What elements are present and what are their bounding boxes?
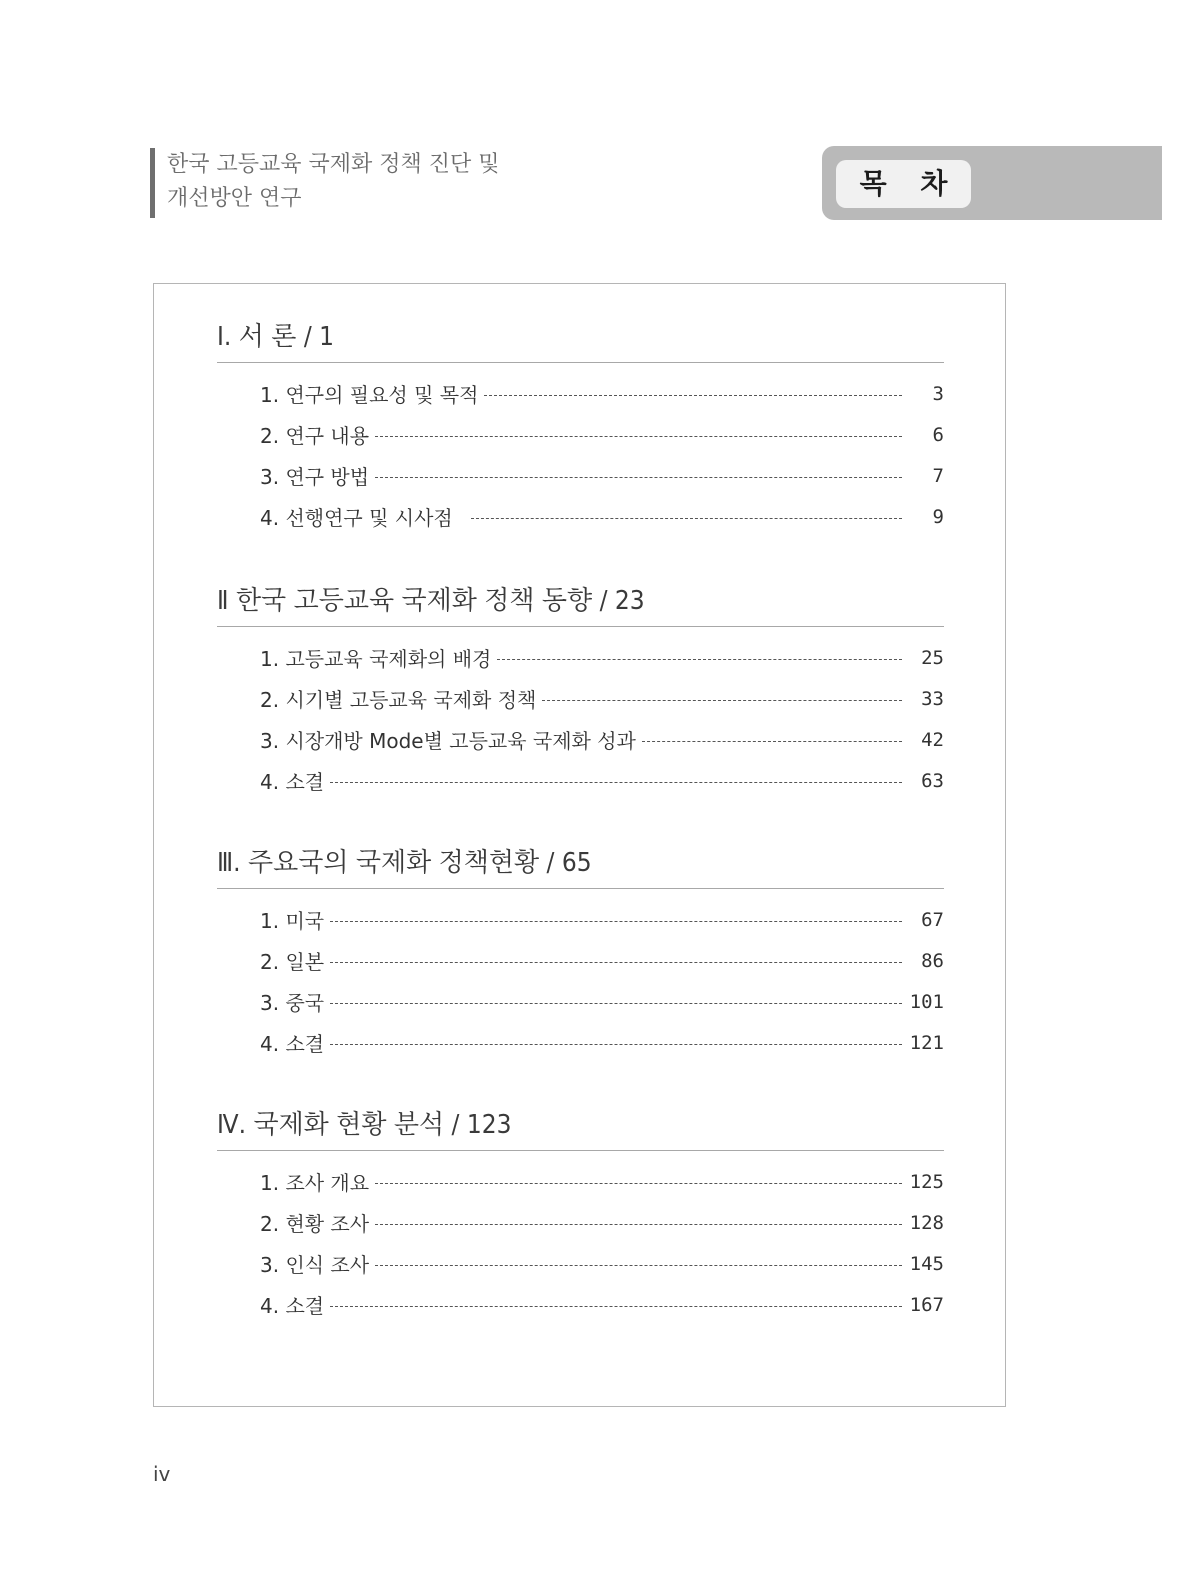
dot-leader <box>484 395 902 396</box>
entry-page-number: 6 <box>932 423 944 446</box>
dot-leader <box>642 741 902 742</box>
toc-entry[interactable] <box>260 981 944 1022</box>
toc-section-1 <box>217 314 944 537</box>
toc-entry[interactable] <box>260 899 944 940</box>
dot-leader <box>330 962 902 963</box>
toc-entry[interactable] <box>260 1284 944 1325</box>
dot-leader <box>330 782 902 783</box>
toc-section-2 <box>217 578 944 801</box>
entry-label: 3. 중국 <box>260 991 325 1015</box>
entry-page-number: 3 <box>932 382 944 405</box>
contents-tab-label: 목 차 <box>836 160 971 208</box>
entry-label: 2. 현황 조사 <box>260 1212 370 1236</box>
entry-label: 4. 소결 <box>260 770 325 794</box>
section-heading: Ⅲ. 주요국의 국제화 정책현황 / 65 <box>217 840 944 889</box>
running-header-title <box>167 148 500 216</box>
toc-entry[interactable] <box>260 719 944 760</box>
dot-leader <box>375 436 902 437</box>
toc-entry[interactable] <box>260 414 944 455</box>
dot-leader <box>330 1044 902 1045</box>
entry-label: 1. 조사 개요 <box>260 1171 370 1195</box>
running-header-line-2: 개선방안 연구 <box>167 186 302 211</box>
toc-entry[interactable] <box>260 940 944 981</box>
header-accent-bar <box>150 148 155 218</box>
toc-entry[interactable] <box>260 1161 944 1202</box>
toc-section-4 <box>217 1102 944 1325</box>
entry-label: 3. 인식 조사 <box>260 1253 370 1277</box>
entry-label: 4. 소결 <box>260 1032 325 1056</box>
entry-label: 1. 미국 <box>260 909 325 933</box>
entry-label: 2. 연구 내용 <box>260 424 370 448</box>
section-heading: Ⅰ. 서 론 / 1 <box>217 314 944 363</box>
dot-leader <box>471 518 902 519</box>
toc-entry[interactable] <box>260 1243 944 1284</box>
dot-leader <box>375 1183 902 1184</box>
entry-page-number: 167 <box>909 1293 944 1316</box>
entry-page-number: 121 <box>909 1031 944 1054</box>
entry-page-number: 67 <box>921 908 944 931</box>
toc-entry[interactable] <box>260 496 944 537</box>
toc-entry[interactable] <box>260 373 944 414</box>
entry-page-number: 33 <box>921 687 944 710</box>
toc-entry[interactable] <box>260 1022 944 1063</box>
dot-leader <box>375 1265 902 1266</box>
entry-label: 1. 고등교육 국제화의 배경 <box>260 647 492 671</box>
dot-leader <box>330 1306 902 1307</box>
entry-page-number: 25 <box>921 646 944 669</box>
entry-label: 2. 일본 <box>260 950 325 974</box>
entry-page-number: 86 <box>921 949 944 972</box>
entry-label: 2. 시기별 고등교육 국제화 정책 <box>260 688 537 712</box>
entry-page-number: 101 <box>909 990 944 1013</box>
dot-leader <box>375 1224 902 1225</box>
dot-leader <box>330 1003 902 1004</box>
toc-section-3 <box>217 840 944 1063</box>
entry-page-number: 63 <box>921 769 944 792</box>
toc-entry[interactable] <box>260 455 944 496</box>
toc-entry[interactable] <box>260 760 944 801</box>
toc-entry[interactable] <box>260 678 944 719</box>
entry-label: 1. 연구의 필요성 및 목적 <box>260 383 479 407</box>
entry-page-number: 128 <box>909 1211 944 1234</box>
entry-page-number: 9 <box>932 505 944 528</box>
entry-page-number: 42 <box>921 728 944 751</box>
running-header-line-1: 한국 고등교육 국제화 정책 진단 및 <box>167 152 500 177</box>
toc-entry[interactable] <box>260 1202 944 1243</box>
entry-label: 3. 시장개방 Mode별 고등교육 국제화 성과 <box>260 729 636 753</box>
entry-page-number: 125 <box>909 1170 944 1193</box>
entry-label: 4. 소결 <box>260 1294 325 1318</box>
dot-leader <box>542 700 902 701</box>
section-heading: Ⅱ 한국 고등교육 국제화 정책 동향 / 23 <box>217 578 944 627</box>
section-heading: Ⅳ. 국제화 현황 분석 / 123 <box>217 1102 944 1151</box>
toc-entry[interactable] <box>260 637 944 678</box>
entry-label: 3. 연구 방법 <box>260 465 370 489</box>
entry-page-number: 145 <box>909 1252 944 1275</box>
entry-label: 4. 선행연구 및 시사점 <box>260 506 453 530</box>
page-folio: iv <box>153 1462 171 1486</box>
dot-leader <box>497 659 902 660</box>
entry-page-number: 7 <box>932 464 944 487</box>
dot-leader <box>375 477 902 478</box>
dot-leader <box>330 921 902 922</box>
